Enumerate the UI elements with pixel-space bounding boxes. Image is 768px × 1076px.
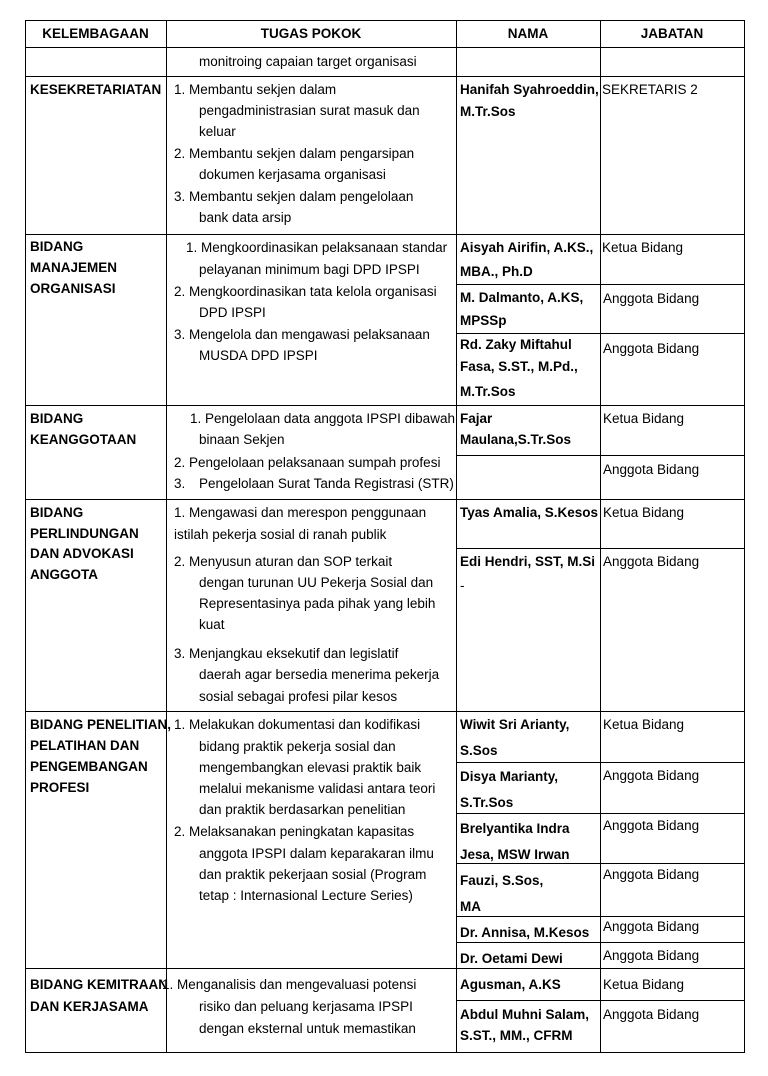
header-kelembagaan: KELEMBAGAAN xyxy=(42,26,149,41)
member-name: Abdul Muhni Salam, xyxy=(460,1007,590,1022)
unit-name: DAN KERJASAMA xyxy=(30,999,149,1014)
task-line: dan praktik pekerjaan sosial (Program xyxy=(199,867,427,882)
member-role: Anggota Bidang xyxy=(603,919,700,934)
header-nama: NAMA xyxy=(507,26,549,41)
task-line: dengan eksternal untuk memastikan xyxy=(199,1021,416,1036)
member-name: Hanifah Syahroeddin, xyxy=(460,82,599,97)
member-role: Anggota Bidang xyxy=(603,948,700,963)
member-name: MBA., Ph.D xyxy=(460,264,533,279)
unit-name: ANGGOTA xyxy=(30,567,98,582)
task-line: 1. Pengelolaan data anggota IPSPI dibawah xyxy=(190,411,455,426)
task-line: 2. Mengkoordinasikan tata kelola organisasi xyxy=(174,284,437,299)
member-role: SEKRETARIS 2 xyxy=(602,82,698,97)
task-line: Pengelolaan Surat Tanda Registrasi (STR) xyxy=(199,476,454,491)
header-jabatan: JABATAN xyxy=(640,26,704,41)
unit-name: PENGEMBANGAN xyxy=(30,759,148,774)
member-name: S.Sos xyxy=(460,743,498,758)
member-name: MPSSp xyxy=(460,313,507,328)
member-role: Ketua Bidang xyxy=(602,240,684,255)
member-name: Tyas Amalia, S.Kesos xyxy=(460,505,599,520)
member-role: Anggota Bidang xyxy=(603,462,700,477)
member-role: Anggota Bidang xyxy=(603,1007,700,1022)
member-role: Anggota Bidang xyxy=(603,341,700,356)
unit-name: KEANGGOTAAN xyxy=(30,432,137,447)
unit-name: PERLINDUNGAN xyxy=(30,526,139,541)
unit-name: BIDANG KEMITRAAN xyxy=(30,977,168,992)
member-role: Anggota Bidang xyxy=(603,818,700,833)
member-name: S.Tr.Sos xyxy=(460,795,514,810)
task-line: 3. Mengelola dan mengawasi pelaksanaan xyxy=(174,327,430,342)
task-line: 2. Melaksanakan peningkatan kapasitas xyxy=(174,824,415,839)
header-tugas-pokok: TUGAS POKOK xyxy=(260,26,362,41)
task-line: 1. Melakukan dokumentasi dan kodifikasi xyxy=(174,717,421,732)
member-name: Jesa, MSW Irwan xyxy=(460,847,570,862)
member-name: Brelyantika Indra xyxy=(460,821,570,836)
task-line: dokumen kerjasama organisasi xyxy=(199,167,386,182)
member-name: M.Tr.Sos xyxy=(460,104,516,119)
member-role: Ketua Bidang xyxy=(603,411,685,426)
unit-name: BIDANG xyxy=(30,239,84,254)
task-line: risiko dan peluang kerjasama IPSPI xyxy=(199,999,413,1014)
member-name: Aisyah Airifin, A.KS., xyxy=(460,240,594,255)
task-line: 1. Mengkoordinasikan pelaksanaan standar xyxy=(186,240,448,255)
member-name: Edi Hendri, SST, M.Si xyxy=(460,554,596,569)
task-line: 2. Menyusun aturan dan SOP terkait xyxy=(174,554,393,569)
member-name: Fajar xyxy=(460,411,493,426)
task-line: 1. Membantu sekjen dalam xyxy=(174,82,337,97)
member-name: MA xyxy=(460,899,481,914)
member-role: Ketua Bidang xyxy=(603,505,685,520)
unit-name: ORGANISASI xyxy=(30,281,116,296)
task-line: keluar xyxy=(199,124,236,139)
unit-name: BIDANG xyxy=(30,411,84,426)
task-line: 2. Membantu sekjen dalam pengarsipan xyxy=(174,146,415,161)
member-name: Dr. Annisa, M.Kesos xyxy=(460,925,590,940)
task-line: DPD IPSPI xyxy=(199,305,266,320)
member-name: Maulana,S.Tr.Sos xyxy=(460,432,572,447)
task-line: melalui mekanisme validasi antara teori xyxy=(199,781,436,796)
member-role: Anggota Bidang xyxy=(603,291,700,306)
member-role: Ketua Bidang xyxy=(603,717,685,732)
unit-name: BIDANG PENELITIAN, xyxy=(30,717,172,732)
task-line: MUSDA DPD IPSPI xyxy=(199,348,318,363)
unit-name: PELATIHAN DAN xyxy=(30,738,140,753)
unit-name: KESEKRETARIATAN xyxy=(30,82,162,97)
task-line: bank data arsip xyxy=(199,210,292,225)
member-name: M.Tr.Sos xyxy=(460,384,516,399)
member-name: Fauzi, S.Sos, xyxy=(460,873,544,888)
task-line: sosial sebagai profesi pilar kesos xyxy=(199,689,398,704)
member-role: Anggota Bidang xyxy=(603,768,700,783)
task-line: tetap : Internasional Lecture Series) xyxy=(199,888,413,903)
task-line: 2. Pengelolaan pelaksanaan sumpah profesi xyxy=(174,455,441,470)
member-role: Anggota Bidang xyxy=(603,554,700,569)
unit-name: MANAJEMEN xyxy=(30,260,118,275)
task-line: bidang praktik pekerja sosial dan xyxy=(199,739,396,754)
member-name: M. Dalmanto, A.KS, xyxy=(460,290,584,305)
task-line: 3. Menjangkau eksekutif dan legislatif xyxy=(174,646,399,661)
task-line: 1. Mengawasi dan merespon penggunaan xyxy=(174,505,427,520)
task-line: kuat xyxy=(199,617,225,632)
task-line: istilah pekerja sosial di ranah publik xyxy=(174,527,387,542)
member-role: Ketua Bidang xyxy=(603,977,685,992)
member-name: - xyxy=(460,578,465,593)
task-line: dengan turunan UU Pekerja Sosial dan xyxy=(199,575,434,590)
task-line: 1. Menganalisis dan mengevaluasi potensi xyxy=(162,977,417,992)
unit-name: DAN ADVOKASI xyxy=(30,546,134,561)
task-line: Representasinya pada pihak yang lebih xyxy=(199,596,436,611)
task-line: pengadministrasian surat masuk dan xyxy=(199,103,420,118)
unit-name: BIDANG xyxy=(30,505,84,520)
member-name: Agusman, A.KS xyxy=(460,977,561,992)
member-name: Dr. Oetami Dewi xyxy=(460,951,563,966)
member-name: S.ST., MM., CFRM xyxy=(460,1028,573,1043)
task-line: 3. Membantu sekjen dalam pengelolaan xyxy=(174,189,414,204)
task-line: binaan Sekjen xyxy=(199,432,285,447)
task-line: daerah agar bersedia menerima pekerja xyxy=(199,667,440,682)
member-name: Rd. Zaky Miftahul xyxy=(460,337,572,352)
task-line: anggota IPSPI dalam keparakaran ilmu xyxy=(199,846,434,861)
member-name: Disya Marianty, xyxy=(460,769,559,784)
member-role: Anggota Bidang xyxy=(603,867,700,882)
task-line: pelayanan minimum bagi DPD IPSPI xyxy=(199,262,420,277)
task-line: dan praktik berdasarkan penelitian xyxy=(199,802,406,817)
task-line: mengembangkan elevasi praktik baik xyxy=(199,760,422,775)
task-number: 3. xyxy=(174,476,186,491)
member-name: Fasa, S.ST., M.Pd., xyxy=(460,359,578,374)
member-name: Wiwit Sri Arianty, xyxy=(460,717,570,732)
unit-name: PROFESI xyxy=(30,780,90,795)
carry-over-text: monitroing capaian target organisasi xyxy=(199,54,417,69)
